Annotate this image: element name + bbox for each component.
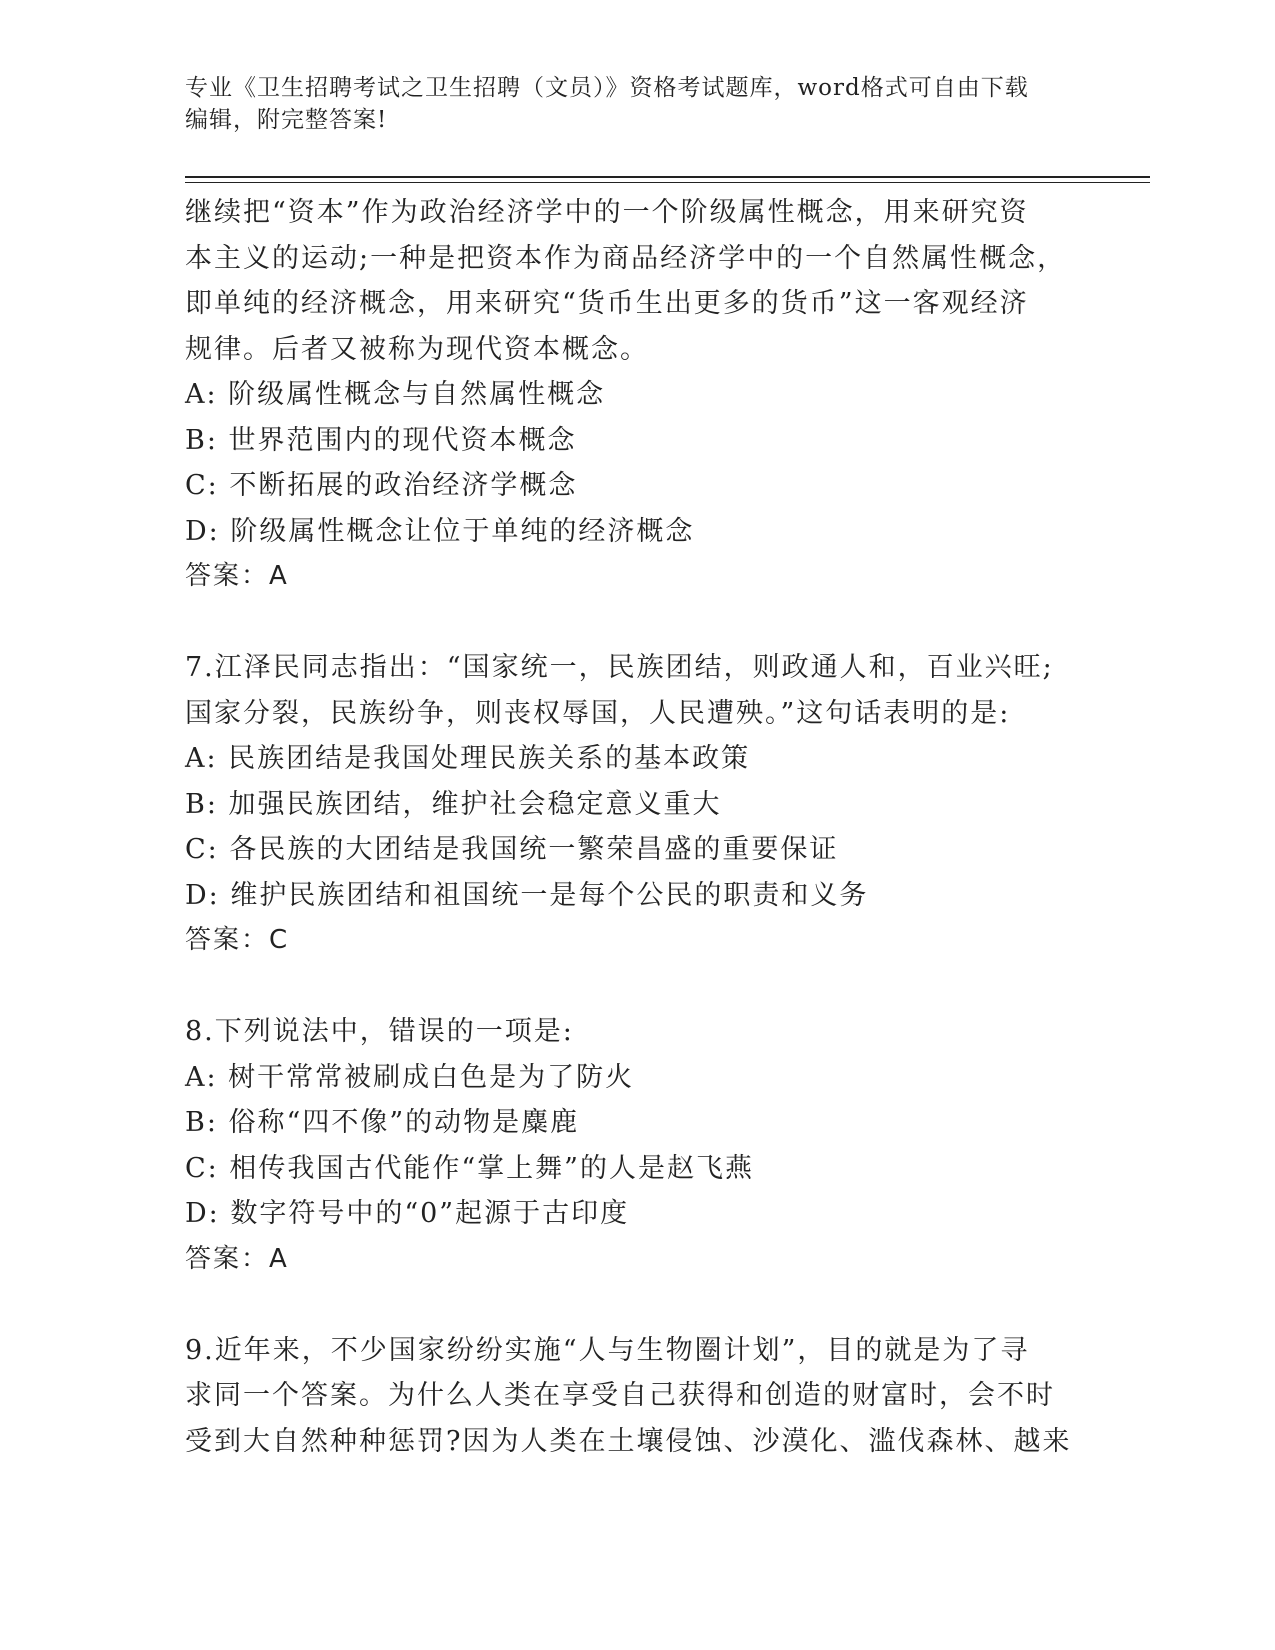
question-text-line: 即单纯的经济概念，用来研究“货币生出更多的货币”这一客观经济 [185, 288, 1029, 319]
answer-label: 答案：A [185, 561, 289, 591]
option-b: B: 俗称“四不像”的动物是麋鹿 [185, 1107, 580, 1138]
header-divider-thin [185, 182, 1150, 183]
option-d: D: 阶级属性概念让位于单纯的经济概念 [185, 515, 695, 547]
option-d: D: 维护民族团结和祖国统一是每个公民的职责和义务 [185, 879, 869, 911]
question-6-block [185, 190, 1085, 600]
question-text-line: 受到大自然种种惩罚?因为人类在土壤侵蚀、沙漠化、滥伐森林、越来 [185, 1425, 1072, 1457]
question-text-line: 继续把“资本”作为政治经济学中的一个阶级属性概念，用来研究资 [185, 197, 1029, 228]
question-text-line: 求同一个答案。为什么人类在享受自己获得和创造的财富时，会不时 [185, 1380, 1055, 1411]
option-d: D: 数字符号中的“0”起源于古印度 [185, 1198, 630, 1229]
question-7-block [185, 645, 1085, 964]
question-9-block [185, 1328, 1085, 1465]
header-divider-thick [185, 176, 1150, 178]
answer-label: 答案：C [185, 925, 290, 955]
question-8-block [185, 1009, 1085, 1282]
option-a: A: 民族团结是我国处理民族关系的基本政策 [185, 743, 751, 774]
answer-label: 答案：A [185, 1243, 289, 1274]
option-c: C: 相传我国古代能作“掌上舞”的人是赵飞燕 [185, 1152, 754, 1184]
page-header [185, 72, 1085, 136]
option-a: A: 树干常常被刷成白色是为了防火 [185, 1061, 635, 1093]
header-line-1: 专业《卫生招聘考试之卫生招聘（文员）》资格考试题库，word格式可自由下载 [185, 75, 1029, 101]
block-spacer [185, 1282, 1085, 1328]
option-c: C: 不断拓展的政治经济学概念 [185, 470, 578, 501]
question-text-line: 7.江泽民同志指出：“国家统一，民族团结，则政通人和，百业兴旺; [185, 652, 1054, 683]
question-text-line: 8.下列说法中，错误的一项是: [185, 1016, 574, 1047]
option-c: C: 各民族的大团结是我国统一繁荣昌盛的重要保证 [185, 834, 839, 865]
option-b: B: 世界范围内的现代资本概念 [185, 424, 577, 456]
question-text-line: 规律。后者又被称为现代资本概念。 [185, 333, 649, 365]
question-text-line: 本主义的运动;一种是把资本作为商品经济学中的一个自然属性概念， [185, 242, 1067, 274]
question-content [185, 190, 1085, 1464]
header-line-2: 编辑，附完整答案! [185, 107, 388, 133]
question-text-line: 9.近年来，不少国家纷纷实施“人与生物圈计划”，目的就是为了寻 [185, 1334, 1030, 1366]
question-text-line: 国家分裂，民族纷争，则丧权辱国，人民遭殃。”这句话表明的是: [185, 697, 1011, 729]
block-spacer [185, 964, 1085, 1010]
block-spacer [185, 600, 1085, 646]
option-a: A: 阶级属性概念与自然属性概念 [185, 379, 606, 410]
option-b: B: 加强民族团结，维护社会稳定意义重大 [185, 788, 722, 820]
